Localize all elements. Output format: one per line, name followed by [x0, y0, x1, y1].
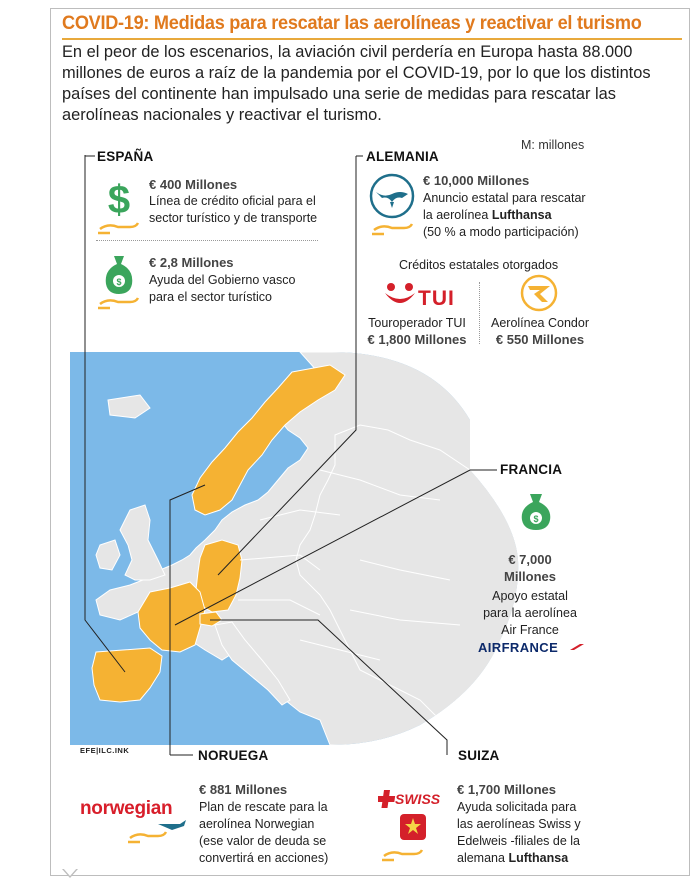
espana-amount-2: € 2,8 Millones: [149, 255, 234, 270]
lufthansa-brand: Lufthansa: [491, 208, 552, 222]
money-bag-hand-icon: [96, 250, 142, 312]
suiza-desc-3: Edelweis -filiales de la: [457, 834, 580, 848]
country-label-alemania: ALEMANIA: [366, 149, 439, 164]
alemania-amount-1: € 10,000 Millones: [423, 173, 530, 188]
tui-smile-icon: [383, 281, 419, 311]
francia-amount-2: Millones: [503, 569, 556, 584]
credit-logo: EFE|ILC.INK: [80, 746, 130, 755]
espana-desc-2a: Ayuda del Gobierno vasco: [149, 273, 296, 287]
francia-desc-3: Air France: [501, 623, 559, 637]
noruega-desc-3: (ese valor de deuda se: [199, 834, 327, 848]
condor-logo-icon: [520, 274, 558, 312]
lufthansa-brand-suiza: Lufthansa: [508, 851, 569, 865]
espana-desc-2b: para el sector turístico: [149, 290, 272, 304]
money-bag-icon: [516, 490, 556, 532]
airfrance-logo: AIRFRANCE: [478, 640, 559, 655]
condor-label: Aerolínea Condor: [491, 316, 589, 330]
dollar-hand-icon: [96, 173, 142, 237]
alemania-desc-1b-pre: la aerolínea: [423, 208, 492, 222]
lufthansa-logo-icon: [368, 172, 416, 238]
alemania-desc-1c: (50 % a modo participación): [423, 225, 579, 239]
country-label-espana: ESPAÑA: [97, 149, 154, 164]
airfrance-stripe-icon: [570, 642, 586, 652]
espana-separator: [96, 240, 318, 241]
country-label-suiza: SUIZA: [458, 748, 500, 763]
suiza-desc-1: Ayuda solicitada para: [457, 800, 577, 814]
swiss-logo: SWISS: [395, 791, 441, 807]
svg-text:$: $: [107, 178, 131, 222]
alemania-desc-1b: [423, 207, 552, 223]
svg-text:$: $: [533, 514, 539, 524]
suiza-desc-4-pre: alemana: [457, 851, 509, 865]
tui-logo-text: TUI: [418, 287, 455, 310]
condor-amount: € 550 Millones: [495, 332, 585, 347]
noruega-amount: € 881 Millones: [199, 782, 288, 797]
swiss-cross-icon: [378, 790, 396, 808]
francia-desc-1: Apoyo estatal: [492, 589, 568, 603]
country-label-noruega: NORUEGA: [198, 748, 269, 763]
page-title: COVID-19: Medidas para rescatar las aerolíneas y reactivar el turismo: [62, 12, 642, 34]
tui-label: Touroperador TUI: [368, 316, 466, 330]
norwegian-logo: norwegian: [80, 798, 173, 819]
espana-amount-1: € 400 Millones: [149, 177, 238, 192]
suiza-amount: € 1,700 Millones: [457, 782, 556, 797]
noruega-desc-1: Plan de rescate para la: [199, 800, 328, 814]
norwegian-plane-hand-icon: [128, 818, 190, 846]
intro-paragraph: En el peor de los escenarios, la aviación civil perdería en Europa hasta 88.000 millones de euros a raíz de la pandemia por el COVID-19, por lo que los distintos países del continente han impulsado una serie de medidas para rescatar las aerolíneas nacionales y reactivar el turismo.: [62, 43, 651, 124]
tui-amount: € 1,800 Millones: [367, 332, 467, 347]
alemania-desc-1a: Anuncio estatal para rescatar: [423, 191, 586, 205]
francia-desc-2: para la aerolínea: [483, 606, 577, 620]
francia-amount-1: € 7,000: [508, 552, 552, 567]
noruega-desc-2: aerolínea Norwegian: [199, 817, 315, 831]
credits-title: Créditos estatales otorgados: [399, 258, 559, 272]
unit-note: M: millones: [521, 138, 585, 152]
espana-desc-1b: sector turístico y de transporte: [149, 211, 318, 225]
suiza-desc-4: [457, 850, 568, 866]
swiss-hand-icon: [378, 836, 428, 866]
country-label-francia: FRANCIA: [500, 462, 563, 477]
espana-desc-1a: Línea de crédito oficial para el: [149, 194, 316, 208]
suiza-desc-2: las aerolíneas Swiss y: [457, 817, 581, 831]
svg-text:$: $: [116, 277, 122, 287]
noruega-desc-4: convertirá en acciones): [199, 851, 329, 865]
